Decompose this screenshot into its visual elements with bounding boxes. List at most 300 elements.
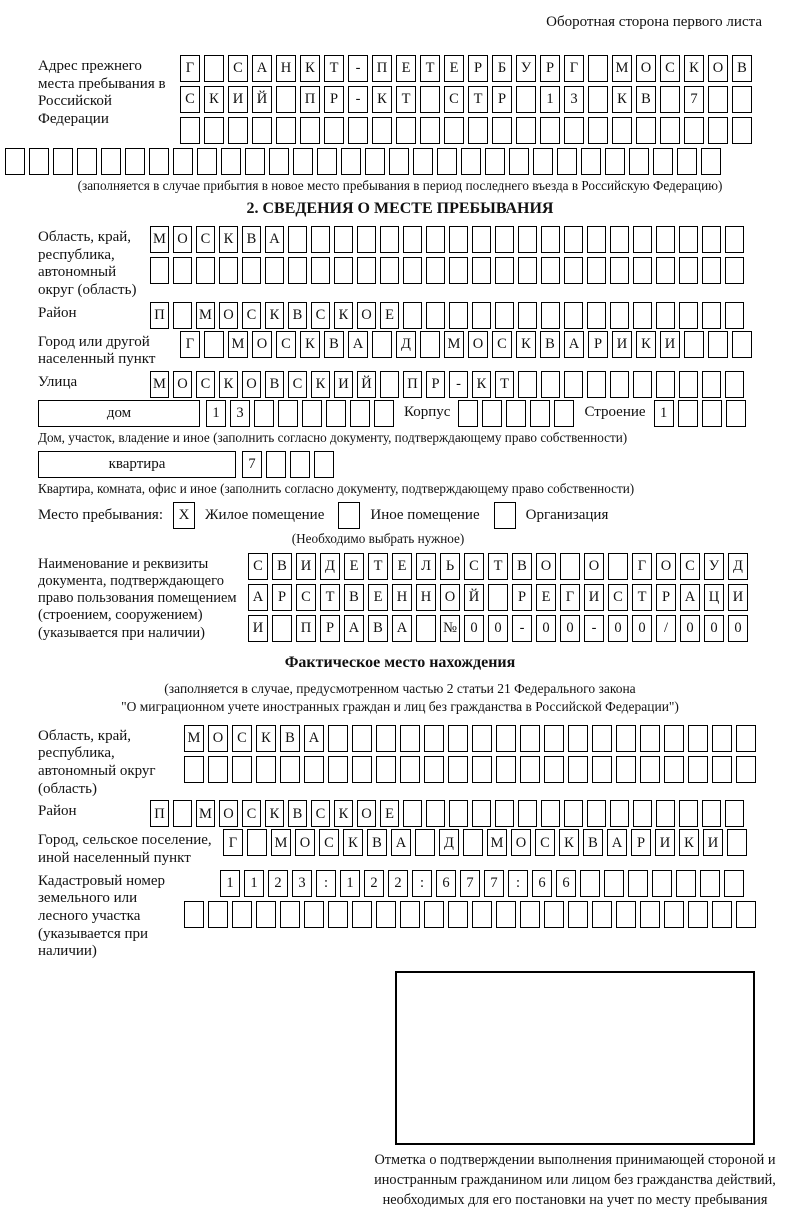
char-cell[interactable]: Р: [540, 55, 560, 82]
char-cell[interactable]: [616, 756, 636, 783]
char-cell[interactable]: И: [728, 584, 748, 611]
char-cell[interactable]: [426, 226, 445, 253]
char-cell[interactable]: М: [612, 55, 632, 82]
char-cell[interactable]: К: [612, 86, 632, 113]
char-cell[interactable]: [180, 117, 200, 144]
char-cell[interactable]: [568, 725, 588, 752]
char-cell[interactable]: С: [660, 55, 680, 82]
char-cell[interactable]: О: [536, 553, 556, 580]
char-cell[interactable]: [587, 800, 606, 827]
char-cell[interactable]: Л: [416, 553, 436, 580]
char-cell[interactable]: 3: [564, 86, 584, 113]
char-cell[interactable]: [544, 725, 564, 752]
char-cell[interactable]: [587, 226, 606, 253]
char-cell[interactable]: [311, 257, 330, 284]
char-cell[interactable]: [544, 901, 564, 928]
char-cell[interactable]: К: [204, 86, 224, 113]
char-cell[interactable]: [380, 371, 399, 398]
char-cell[interactable]: 7: [684, 86, 704, 113]
char-cell[interactable]: А: [344, 615, 364, 642]
char-cell[interactable]: [557, 148, 577, 175]
char-cell[interactable]: [173, 257, 192, 284]
char-cell[interactable]: [725, 302, 744, 329]
char-cell[interactable]: [196, 257, 215, 284]
char-cell[interactable]: [568, 901, 588, 928]
char-cell[interactable]: А: [564, 331, 584, 358]
char-cell[interactable]: [688, 756, 708, 783]
char-cell[interactable]: [278, 400, 298, 427]
char-cell[interactable]: Т: [495, 371, 514, 398]
char-cell[interactable]: [413, 148, 433, 175]
char-cell[interactable]: [588, 86, 608, 113]
char-cell[interactable]: [5, 148, 25, 175]
char-cell[interactable]: [380, 257, 399, 284]
char-cell[interactable]: [256, 901, 276, 928]
char-cell[interactable]: [656, 226, 675, 253]
char-cell[interactable]: Г: [564, 55, 584, 82]
char-cell[interactable]: В: [288, 302, 307, 329]
char-cell[interactable]: [426, 302, 445, 329]
char-cell[interactable]: Д: [396, 331, 416, 358]
char-cell[interactable]: Н: [392, 584, 412, 611]
char-cell[interactable]: [314, 451, 334, 478]
char-cell[interactable]: [653, 148, 673, 175]
char-cell[interactable]: [640, 901, 660, 928]
char-cell[interactable]: [725, 257, 744, 284]
char-cell[interactable]: [702, 257, 721, 284]
char-cell[interactable]: О: [295, 829, 315, 856]
char-cell[interactable]: С: [242, 302, 261, 329]
char-cell[interactable]: [173, 148, 193, 175]
char-cell[interactable]: [518, 302, 537, 329]
char-cell[interactable]: Т: [324, 55, 344, 82]
char-cell[interactable]: [660, 117, 680, 144]
char-cell[interactable]: В: [265, 371, 284, 398]
char-cell[interactable]: 1: [220, 870, 240, 897]
char-cell[interactable]: О: [511, 829, 531, 856]
char-cell[interactable]: [204, 55, 224, 82]
char-cell[interactable]: №: [440, 615, 460, 642]
char-cell[interactable]: [712, 725, 732, 752]
char-cell[interactable]: [472, 901, 492, 928]
char-cell[interactable]: А: [304, 725, 324, 752]
char-cell[interactable]: [463, 829, 483, 856]
char-cell[interactable]: С: [464, 553, 484, 580]
char-cell[interactable]: 0: [632, 615, 652, 642]
char-cell[interactable]: [317, 148, 337, 175]
char-cell[interactable]: [288, 226, 307, 253]
char-cell[interactable]: В: [540, 331, 560, 358]
char-cell[interactable]: [424, 725, 444, 752]
char-cell[interactable]: 2: [388, 870, 408, 897]
prev-address-row-3[interactable]: [180, 117, 752, 144]
char-cell[interactable]: [495, 226, 514, 253]
char-cell[interactable]: О: [636, 55, 656, 82]
char-cell[interactable]: [496, 901, 516, 928]
char-cell[interactable]: М: [196, 800, 215, 827]
char-cell[interactable]: [288, 257, 307, 284]
char-cell[interactable]: Т: [488, 553, 508, 580]
char-cell[interactable]: [376, 725, 396, 752]
char-cell[interactable]: [357, 257, 376, 284]
char-cell[interactable]: [608, 553, 628, 580]
char-cell[interactable]: О: [219, 800, 238, 827]
char-cell[interactable]: Р: [656, 584, 676, 611]
char-cell[interactable]: К: [265, 302, 284, 329]
char-cell[interactable]: [245, 148, 265, 175]
char-cell[interactable]: [426, 257, 445, 284]
char-cell[interactable]: [495, 800, 514, 827]
char-cell[interactable]: С: [180, 86, 200, 113]
char-cell[interactable]: [633, 226, 652, 253]
s2-oblast-row-2[interactable]: [150, 257, 744, 284]
char-cell[interactable]: [633, 257, 652, 284]
char-cell[interactable]: [426, 800, 445, 827]
char-cell[interactable]: [700, 870, 720, 897]
char-cell[interactable]: [403, 226, 422, 253]
char-cell[interactable]: К: [334, 302, 353, 329]
char-cell[interactable]: [280, 901, 300, 928]
prev-address-row-1[interactable]: [180, 55, 752, 82]
char-cell[interactable]: А: [392, 615, 412, 642]
char-cell[interactable]: К: [636, 331, 656, 358]
char-cell[interactable]: В: [583, 829, 603, 856]
char-cell[interactable]: 2: [364, 870, 384, 897]
char-cell[interactable]: [482, 400, 502, 427]
document-row-3[interactable]: [248, 615, 748, 642]
char-cell[interactable]: [712, 756, 732, 783]
char-cell[interactable]: [232, 901, 252, 928]
char-cell[interactable]: [628, 870, 648, 897]
char-cell[interactable]: 0: [608, 615, 628, 642]
char-cell[interactable]: Г: [223, 829, 243, 856]
char-cell[interactable]: М: [487, 829, 507, 856]
char-cell[interactable]: [520, 756, 540, 783]
char-cell[interactable]: К: [219, 371, 238, 398]
char-cell[interactable]: [444, 117, 464, 144]
char-cell[interactable]: [77, 148, 97, 175]
char-cell[interactable]: [280, 756, 300, 783]
char-cell[interactable]: С: [242, 800, 261, 827]
char-cell[interactable]: [204, 331, 224, 358]
char-cell[interactable]: [290, 451, 310, 478]
char-cell[interactable]: В: [242, 226, 261, 253]
char-cell[interactable]: С: [232, 725, 252, 752]
char-cell[interactable]: Т: [368, 553, 388, 580]
char-cell[interactable]: О: [357, 800, 376, 827]
char-cell[interactable]: [400, 756, 420, 783]
char-cell[interactable]: [564, 226, 583, 253]
char-cell[interactable]: [232, 756, 252, 783]
char-cell[interactable]: [656, 302, 675, 329]
char-cell[interactable]: С: [492, 331, 512, 358]
char-cell[interactable]: [664, 901, 684, 928]
char-cell[interactable]: [304, 756, 324, 783]
char-cell[interactable]: М: [228, 331, 248, 358]
char-cell[interactable]: 0: [560, 615, 580, 642]
char-cell[interactable]: [495, 257, 514, 284]
char-cell[interactable]: [724, 870, 744, 897]
char-cell[interactable]: [372, 331, 392, 358]
char-cell[interactable]: Г: [632, 553, 652, 580]
char-cell[interactable]: 6: [532, 870, 552, 897]
char-cell[interactable]: С: [319, 829, 339, 856]
char-cell[interactable]: [352, 756, 372, 783]
fact-gorod-row[interactable]: [223, 829, 747, 856]
char-cell[interactable]: [403, 800, 422, 827]
char-cell[interactable]: [564, 800, 583, 827]
char-cell[interactable]: [509, 148, 529, 175]
char-cell[interactable]: К: [372, 86, 392, 113]
char-cell[interactable]: А: [252, 55, 272, 82]
char-cell[interactable]: О: [242, 371, 261, 398]
char-cell[interactable]: 0: [728, 615, 748, 642]
char-cell[interactable]: [610, 257, 629, 284]
document-row-1[interactable]: [248, 553, 748, 580]
s2-oblast-row-1[interactable]: [150, 226, 744, 253]
char-cell[interactable]: [242, 257, 261, 284]
char-cell[interactable]: [265, 257, 284, 284]
char-cell[interactable]: [472, 257, 491, 284]
char-cell[interactable]: [736, 901, 756, 928]
char-cell[interactable]: [702, 800, 721, 827]
char-cell[interactable]: П: [150, 302, 169, 329]
char-cell[interactable]: Д: [728, 553, 748, 580]
char-cell[interactable]: [472, 756, 492, 783]
char-cell[interactable]: [605, 148, 625, 175]
char-cell[interactable]: [688, 901, 708, 928]
char-cell[interactable]: [656, 800, 675, 827]
char-cell[interactable]: К: [679, 829, 699, 856]
char-cell[interactable]: [302, 400, 322, 427]
char-cell[interactable]: [564, 257, 583, 284]
char-cell[interactable]: П: [150, 800, 169, 827]
char-cell[interactable]: [544, 756, 564, 783]
char-cell[interactable]: К: [300, 331, 320, 358]
char-cell[interactable]: [341, 148, 361, 175]
char-cell[interactable]: [564, 371, 583, 398]
char-cell[interactable]: [448, 901, 468, 928]
char-cell[interactable]: Е: [368, 584, 388, 611]
char-cell[interactable]: [328, 725, 348, 752]
kvartira-cells[interactable]: [242, 451, 334, 478]
char-cell[interactable]: [587, 257, 606, 284]
fact-raion-row[interactable]: [150, 800, 744, 827]
char-cell[interactable]: А: [248, 584, 268, 611]
char-cell[interactable]: С: [311, 302, 330, 329]
char-cell[interactable]: С: [288, 371, 307, 398]
char-cell[interactable]: И: [703, 829, 723, 856]
char-cell[interactable]: [458, 400, 478, 427]
char-cell[interactable]: [592, 901, 612, 928]
char-cell[interactable]: Е: [392, 553, 412, 580]
char-cell[interactable]: [679, 800, 698, 827]
char-cell[interactable]: 3: [292, 870, 312, 897]
char-cell[interactable]: [328, 901, 348, 928]
char-cell[interactable]: И: [296, 553, 316, 580]
char-cell[interactable]: [400, 901, 420, 928]
char-cell[interactable]: Т: [396, 86, 416, 113]
char-cell[interactable]: Е: [536, 584, 556, 611]
char-cell[interactable]: [197, 148, 217, 175]
char-cell[interactable]: В: [288, 800, 307, 827]
char-cell[interactable]: К: [684, 55, 704, 82]
char-cell[interactable]: Ц: [704, 584, 724, 611]
char-cell[interactable]: [588, 117, 608, 144]
char-cell[interactable]: [272, 615, 292, 642]
char-cell[interactable]: [568, 756, 588, 783]
char-cell[interactable]: [266, 451, 286, 478]
char-cell[interactable]: А: [391, 829, 411, 856]
char-cell[interactable]: Р: [426, 371, 445, 398]
char-cell[interactable]: К: [472, 371, 491, 398]
char-cell[interactable]: В: [272, 553, 292, 580]
char-cell[interactable]: [125, 148, 145, 175]
char-cell[interactable]: [420, 86, 440, 113]
char-cell[interactable]: П: [372, 55, 392, 82]
char-cell[interactable]: [629, 148, 649, 175]
char-cell[interactable]: [541, 800, 560, 827]
char-cell[interactable]: [376, 756, 396, 783]
char-cell[interactable]: [365, 148, 385, 175]
char-cell[interactable]: [449, 302, 468, 329]
char-cell[interactable]: [564, 302, 583, 329]
fact-oblast-row-2[interactable]: [184, 756, 756, 783]
char-cell[interactable]: [533, 148, 553, 175]
char-cell[interactable]: Т: [320, 584, 340, 611]
char-cell[interactable]: Б: [492, 55, 512, 82]
char-cell[interactable]: [420, 117, 440, 144]
char-cell[interactable]: [173, 800, 192, 827]
char-cell[interactable]: О: [208, 725, 228, 752]
char-cell[interactable]: [633, 371, 652, 398]
char-cell[interactable]: [616, 901, 636, 928]
char-cell[interactable]: И: [660, 331, 680, 358]
char-cell[interactable]: [588, 55, 608, 82]
char-cell[interactable]: В: [324, 331, 344, 358]
char-cell[interactable]: :: [412, 870, 432, 897]
char-cell[interactable]: О: [173, 371, 192, 398]
char-cell[interactable]: [684, 331, 704, 358]
char-cell[interactable]: [376, 901, 396, 928]
char-cell[interactable]: [540, 117, 560, 144]
char-cell[interactable]: [541, 302, 560, 329]
char-cell[interactable]: А: [348, 331, 368, 358]
char-cell[interactable]: 0: [536, 615, 556, 642]
char-cell[interactable]: 0: [704, 615, 724, 642]
char-cell[interactable]: [516, 86, 536, 113]
char-cell[interactable]: [380, 226, 399, 253]
char-cell[interactable]: [219, 257, 238, 284]
char-cell[interactable]: [149, 148, 169, 175]
char-cell[interactable]: [581, 148, 601, 175]
char-cell[interactable]: М: [150, 371, 169, 398]
char-cell[interactable]: М: [184, 725, 204, 752]
char-cell[interactable]: [727, 829, 747, 856]
char-cell[interactable]: [372, 117, 392, 144]
char-cell[interactable]: Е: [344, 553, 364, 580]
char-cell[interactable]: [580, 870, 600, 897]
char-cell[interactable]: В: [368, 615, 388, 642]
char-cell[interactable]: [396, 117, 416, 144]
char-cell[interactable]: [633, 302, 652, 329]
char-cell[interactable]: [732, 86, 752, 113]
char-cell[interactable]: [334, 226, 353, 253]
char-cell[interactable]: [184, 756, 204, 783]
char-cell[interactable]: [389, 148, 409, 175]
char-cell[interactable]: 0: [464, 615, 484, 642]
char-cell[interactable]: [708, 117, 728, 144]
char-cell[interactable]: А: [607, 829, 627, 856]
char-cell[interactable]: [293, 148, 313, 175]
char-cell[interactable]: [416, 615, 436, 642]
char-cell[interactable]: [664, 756, 684, 783]
char-cell[interactable]: К: [300, 55, 320, 82]
char-cell[interactable]: Й: [464, 584, 484, 611]
char-cell[interactable]: [269, 148, 289, 175]
char-cell[interactable]: [610, 800, 629, 827]
char-cell[interactable]: К: [311, 371, 330, 398]
char-cell[interactable]: 1: [206, 400, 226, 427]
char-cell[interactable]: [449, 800, 468, 827]
char-cell[interactable]: [495, 302, 514, 329]
char-cell[interactable]: Е: [380, 800, 399, 827]
char-cell[interactable]: [702, 302, 721, 329]
char-cell[interactable]: С: [444, 86, 464, 113]
char-cell[interactable]: [726, 400, 746, 427]
char-cell[interactable]: Т: [632, 584, 652, 611]
char-cell[interactable]: [461, 148, 481, 175]
char-cell[interactable]: Р: [324, 86, 344, 113]
char-cell[interactable]: [449, 226, 468, 253]
char-cell[interactable]: К: [334, 800, 353, 827]
char-cell[interactable]: Р: [492, 86, 512, 113]
s2-gorod-row[interactable]: [180, 331, 752, 358]
checkbox-zhiloe[interactable]: X: [173, 502, 195, 529]
char-cell[interactable]: [564, 117, 584, 144]
char-cell[interactable]: О: [357, 302, 376, 329]
char-cell[interactable]: К: [265, 800, 284, 827]
char-cell[interactable]: В: [512, 553, 532, 580]
checkbox-organizatsiya[interactable]: [494, 502, 516, 529]
char-cell[interactable]: [612, 117, 632, 144]
char-cell[interactable]: [640, 725, 660, 752]
char-cell[interactable]: 7: [242, 451, 262, 478]
char-cell[interactable]: [254, 400, 274, 427]
char-cell[interactable]: Е: [444, 55, 464, 82]
char-cell[interactable]: [676, 870, 696, 897]
char-cell[interactable]: [204, 117, 224, 144]
char-cell[interactable]: И: [228, 86, 248, 113]
char-cell[interactable]: К: [559, 829, 579, 856]
char-cell[interactable]: О: [173, 226, 192, 253]
char-cell[interactable]: 1: [340, 870, 360, 897]
char-cell[interactable]: С: [311, 800, 330, 827]
char-cell[interactable]: В: [280, 725, 300, 752]
char-cell[interactable]: Р: [512, 584, 532, 611]
char-cell[interactable]: [708, 86, 728, 113]
char-cell[interactable]: [640, 756, 660, 783]
char-cell[interactable]: [610, 226, 629, 253]
s2-ulitsa-row[interactable]: [150, 371, 744, 398]
char-cell[interactable]: П: [403, 371, 422, 398]
char-cell[interactable]: [587, 371, 606, 398]
char-cell[interactable]: [541, 226, 560, 253]
char-cell[interactable]: [652, 870, 672, 897]
char-cell[interactable]: [449, 257, 468, 284]
char-cell[interactable]: [448, 756, 468, 783]
char-cell[interactable]: 6: [556, 870, 576, 897]
